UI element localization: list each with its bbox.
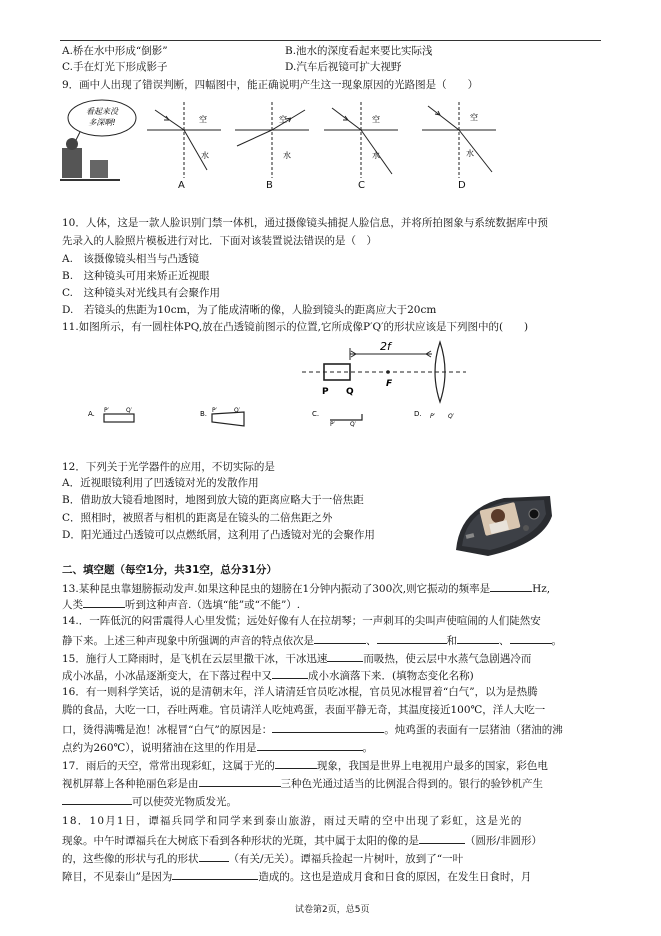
q9-cartoon-text-line2: 多深啊! xyxy=(88,118,116,127)
q10-option-d: D. 若镜头的焦距为10cm，为了能成清晰的像，人脸到镜头的距离应大于20cm xyxy=(62,304,437,316)
q15-line2-text: 成小冰晶，小冰晶逐渐变大，在下落过程中又 xyxy=(62,670,272,682)
q11-2f-label: 2f xyxy=(380,340,391,353)
q11-b-p-prime: P′ xyxy=(212,407,217,414)
q9-cartoon-text-line1: 看起来没 xyxy=(86,107,118,116)
q15-blank1[interactable] xyxy=(327,650,363,662)
q11-stem: 11.如图所示，有一圆柱体PQ,放在凸透镜前图示的位置,它所成像P′Q′的形状应该是下列图中的( ) xyxy=(62,321,529,333)
q9-option-c-label: C xyxy=(358,180,365,191)
q9-cartoon xyxy=(60,96,138,184)
q13-line1-unit: Hz, xyxy=(532,583,551,595)
q18-line3 xyxy=(62,850,463,867)
q11-q-label: Q xyxy=(346,387,354,397)
q18-line3-end: （有关/无关）。谭福兵捡起一片树叶，放到了“一叶 xyxy=(228,853,464,865)
q18-line3-text: 的，这些像的形状与孔的形状 xyxy=(62,853,199,865)
q9-d-water-label: 水 xyxy=(466,149,474,158)
q18-line4-text: 障目，不见泰山”是因为 xyxy=(62,871,173,883)
q11-f-label: F xyxy=(386,379,393,389)
q16-blank1[interactable] xyxy=(272,721,384,733)
q11-a-q-prime: Q′ xyxy=(126,407,133,414)
q11-d-q-prime: Q′ xyxy=(448,413,455,420)
section2-title: 二、填空题（每空1分，共31空，总分31分） xyxy=(62,564,278,576)
q11-d-letter: D. xyxy=(414,410,422,418)
q13-line1-text: 13.某种昆虫靠翅膀振动发声.如果这种昆虫的翅膀在1分钟内振动了300次,则它振动的频率是 xyxy=(62,583,491,595)
q14-blank4[interactable] xyxy=(510,632,552,644)
q10-option-c: C. 这种镜头对光线具有会聚作用 xyxy=(62,287,220,299)
q14-sep2: 和 xyxy=(446,635,457,647)
q18-line2-end: （圆形/非圆形） xyxy=(465,835,543,847)
q16-line4-end: 。 xyxy=(362,742,374,754)
q16-line2: 腾的食品，大吃一口，吞吐两难。官员请洋人吃炖鸡蛋，表面平静无奇，其温度接近100℃，洋人大吃一 xyxy=(62,704,546,716)
q12-option-d: D．阳光通过凸透镜可以点燃纸屑，这利用了凸透镜对光的会聚作用 xyxy=(62,529,375,541)
q14-line1: 14.．一阵低沉的闷雷震得人心里发慌；远处好像有人在拉胡琴；一声刺耳的尖叫声使喧闹的人们陡然安 xyxy=(62,615,541,627)
q8-option-b: B.池水的深度看起来要比实际浅 xyxy=(285,45,433,57)
q11-option-d-image xyxy=(412,396,482,430)
q9-b-water-label: 水 xyxy=(283,151,291,160)
q15-line2-end: 成小水滴落下来．(填物态变化名称) xyxy=(308,670,474,682)
q17-line1 xyxy=(62,757,548,774)
q10-option-b: B. 这种镜头可用来矫正近视眼 xyxy=(62,270,210,282)
q15-line2 xyxy=(62,667,474,684)
q17-blank2[interactable] xyxy=(199,775,281,787)
q16-line3 xyxy=(62,721,563,738)
q11-b-letter: B. xyxy=(200,410,208,418)
q16-blank2[interactable] xyxy=(257,739,363,751)
q18-line4 xyxy=(62,868,531,885)
q11-b-q-prime: Q′ xyxy=(234,407,241,414)
q17-line3-text: 可以使荧光物质发光。 xyxy=(132,796,237,808)
q13-line2 xyxy=(62,596,300,613)
top-rule xyxy=(60,40,601,41)
q14-line2-text: 静下来。上述三种声现象中所强调的声音的特点依次是 xyxy=(62,635,314,647)
q9-d-air-label: 空 xyxy=(470,113,478,122)
q14-line2 xyxy=(62,632,562,649)
q17-line2 xyxy=(62,775,543,792)
q9-diagram-d xyxy=(420,100,498,180)
q14-blank3[interactable] xyxy=(457,632,499,644)
q16-line1: 16．有一则科学笑话，说的是清朝末年，洋人请清廷官员吃冰棍，官员见冰棍冒着“白气”，以为是热腾 xyxy=(62,686,538,698)
q18-line2-text: 现象。中午时谭福兵在大树底下看到各种形状的光斑，其中属于太阳的像的是 xyxy=(62,835,419,847)
q11-p-label: P xyxy=(322,387,329,397)
q18-line2 xyxy=(62,832,542,849)
q17-line2-end: 三种色光通过适当的比例混合得到的。银行的验钞机产生 xyxy=(280,778,543,790)
q16-line3-text: 口，烫得满嘴是泡！冰棍冒“白气”的原因是： xyxy=(62,724,273,736)
q14-sep1: 、 xyxy=(366,635,377,647)
q10-option-a: A. 该摄像镜头相当与凸透镜 xyxy=(62,253,199,265)
q16-line4-text: 点约为260℃），说明猪油在这里的作用是 xyxy=(62,742,257,754)
q9-b-air-label: 空 xyxy=(279,115,287,124)
q9-c-air-label: 空 xyxy=(372,115,380,124)
q9-diagram-c xyxy=(322,100,400,180)
q18-blank2[interactable] xyxy=(419,832,465,844)
q18-line1 xyxy=(62,814,523,829)
q13-line1 xyxy=(62,580,550,597)
q11-option-a-image xyxy=(86,404,146,430)
q11-c-letter: C. xyxy=(312,410,320,418)
q17-line3 xyxy=(62,793,237,810)
q11-c-p-prime: P′ xyxy=(330,421,335,428)
q12-option-c: C．照相时，被照者与相机的距离是在镜头的二倍焦距之外 xyxy=(62,512,333,524)
q11-a-p-prime: P′ xyxy=(104,407,109,414)
q9-c-water-label: 水 xyxy=(372,151,380,160)
q15-line1-text: 15．施行人工降雨时，是飞机在云层里撒干冰，干冰迅速 xyxy=(62,653,328,665)
q13-blank2[interactable] xyxy=(83,596,125,608)
q9-a-water-label: 水 xyxy=(201,151,209,160)
q17-blank3[interactable] xyxy=(62,793,132,805)
q9-diagram-b xyxy=(233,100,311,180)
q8-option-c: C.手在灯光下形成影子 xyxy=(62,61,168,73)
q12-stem: 12．下列关于光学器件的应用，不切实际的是 xyxy=(62,461,275,473)
q14-end: 。 xyxy=(551,635,562,647)
q9-stem: 9．画中人出现了错误判断，四幅图中，能正确说明产生这一现象原因的光路图是（ ） xyxy=(62,79,479,91)
q11-d-p-prime: P′ xyxy=(430,413,435,420)
q11-option-b-image xyxy=(198,404,258,430)
q15-blank2[interactable] xyxy=(272,667,308,679)
q8-option-d: D.汽车后视镜可扩大视野 xyxy=(285,61,402,73)
q16-line3-end: 。炖鸡蛋的表面有一层猪油（猪油的沸 xyxy=(384,724,563,736)
q11-option-c-image xyxy=(310,396,380,430)
q9-a-air-label: 空 xyxy=(199,115,207,124)
q13-line2-start: 人类 xyxy=(62,599,83,611)
q11-a-letter: A. xyxy=(88,410,95,418)
page-footer: 试卷第2页，总5页 xyxy=(295,905,370,915)
q9-diagram-a xyxy=(145,100,223,180)
q18-line1-text: 18．10月1日，谭福兵同学和同学来到泰山旅游，雨过天晴的空中出现了彩虹，这是光的 xyxy=(62,815,523,827)
q13-blank1[interactable] xyxy=(490,580,532,592)
q14-sep3: 、 xyxy=(499,635,510,647)
q9-option-b-label: B xyxy=(266,180,273,191)
q14-blank1[interactable] xyxy=(314,632,366,644)
q18-blank4[interactable] xyxy=(172,868,258,880)
q14-blank2[interactable] xyxy=(377,632,447,644)
q17-line1-text: 17．雨后的天空，常常出现彩虹，这属于光的 xyxy=(62,760,275,772)
q9-option-a-label: A xyxy=(178,180,185,191)
q9-option-d-label: D xyxy=(458,180,466,191)
q17-blank1[interactable] xyxy=(275,757,317,769)
q12-option-b: B．借助放大镜看地图时，地图到放大镜的距离应略大于一倍焦距 xyxy=(62,494,364,506)
q12-option-a: A．近视眼镜利用了凹透镜对光的发散作用 xyxy=(62,477,259,489)
q8-option-a: A.桥在水中形成“倒影” xyxy=(62,45,168,57)
q11-c-q-prime: Q′ xyxy=(350,421,357,428)
q10-stem-line1: 10．人体，这是一款人脸识别门禁一体机，通过摄像镜头捕捉人脸信息，并将所拍图象与系统数据库中预 xyxy=(62,217,548,229)
q15-line1 xyxy=(62,650,531,667)
q17-line2-text: 视机屏幕上各种艳丽色彩是由 xyxy=(62,778,199,790)
q18-blank3[interactable] xyxy=(199,850,229,862)
q10-stem-line2: 先录入的人脸照片模板进行对比．下面对该装置说法错误的是（ ） xyxy=(62,235,377,247)
face-recognition-device-image xyxy=(452,494,554,560)
q17-line1-end: 现象，我国是世界上电视用户最多的国家，彩色电 xyxy=(316,760,548,772)
q16-line4 xyxy=(62,739,373,756)
q13-line2-end: 听到这种声音.（选填“能”或“不能”）. xyxy=(125,599,301,611)
q18-line4-end: 造成的。这也是造成月食和日食的原因，在发生日食时，月 xyxy=(258,871,532,883)
q15-line1-end: 而吸热，使云层中水蒸气急剧遇冷而 xyxy=(363,653,532,665)
